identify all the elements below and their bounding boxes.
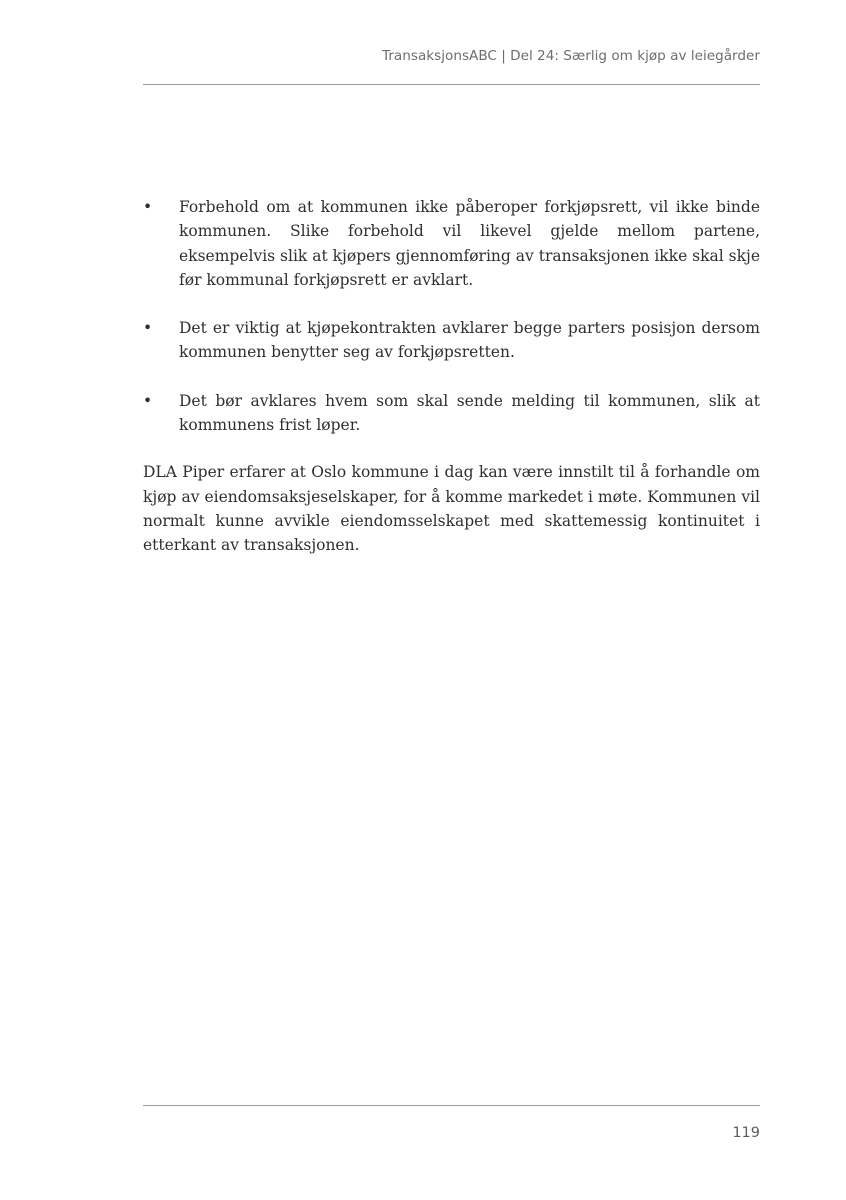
body-paragraph: DLA Piper erfarer at Oslo kommune i dag kan være innstilt til å forhandle om kjøp av eiendomsaksjeselskaper, for å komme markedet i møte. Kommunen vil normalt kunne avvikle eiendomsselskapet med skattemessig kontinuitet i etterkant av transaksjonen. xyxy=(143,463,760,555)
list-item-text: Det bør avklares hvem som skal sende melding til kommunen, slik at kommunens frist løper. xyxy=(179,391,760,435)
bullet-marker: • xyxy=(143,198,153,216)
body-text xyxy=(143,195,760,558)
bullet-marker: • xyxy=(143,391,153,410)
list-item xyxy=(143,316,760,365)
list-item xyxy=(143,389,760,438)
list-item xyxy=(143,195,760,292)
page-number: 119 xyxy=(732,1125,760,1141)
running-header: TransaksjonsABC | Del 24: Særlig om kjøp av leiegårder xyxy=(382,48,760,64)
footer-divider xyxy=(143,1105,760,1106)
bullet-marker: • xyxy=(143,319,153,338)
list-item-text: Forbehold om at kommunen ikke påberoper forkjøpsrett, vil ikke binde kommunen. Slike forbehold vil likevel gjelde mellom partene, eksempelvis slik at kjøpers gjennomføring av transaksjonen ikke skal skje før kommunal forkjøpsrett er avklart. xyxy=(179,198,760,289)
header-divider xyxy=(143,84,760,85)
bullet-list xyxy=(143,195,760,437)
list-item-text: Det er viktig at kjøpekontrakten avklarer begge parters posisjon dersom kommunen benytter seg av forkjøpsretten. xyxy=(179,319,760,362)
